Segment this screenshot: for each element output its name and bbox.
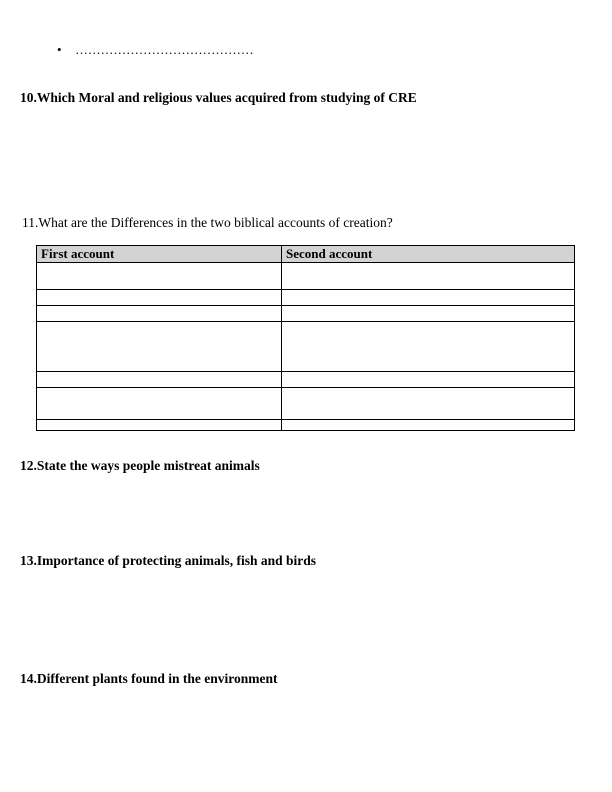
- table-cell: [37, 372, 282, 388]
- table-header-second-account: Second account: [282, 246, 575, 263]
- table-cell: [282, 372, 575, 388]
- table-cell: [282, 306, 575, 322]
- question-14: 14.Different plants found in the environment: [20, 671, 278, 686]
- table-cell: [37, 263, 282, 290]
- table-cell: [282, 420, 575, 431]
- table-cell: [37, 322, 282, 372]
- dotted-answer-line: ..........................................: [75, 42, 255, 57]
- bullet-marker: •: [57, 42, 62, 57]
- table-cell: [282, 290, 575, 306]
- table-row: [37, 420, 575, 431]
- question-13: 13.Importance of protecting animals, fish and birds: [20, 553, 317, 568]
- table-row: [37, 263, 575, 290]
- table-row: [37, 306, 575, 322]
- table-cell: [37, 306, 282, 322]
- table-row: [37, 322, 575, 372]
- creation-accounts-table: [36, 245, 575, 431]
- question-11: 11.What are the Differences in the two biblical accounts of creation?: [22, 215, 393, 230]
- table-row: [37, 372, 575, 388]
- table-cell: [282, 388, 575, 420]
- table-row: [37, 388, 575, 420]
- table-cell: [37, 290, 282, 306]
- question-12: 12.State the ways people mistreat animals: [20, 458, 260, 473]
- table-cell: [37, 388, 282, 420]
- table-cell: [282, 263, 575, 290]
- bullet-item: [57, 42, 254, 58]
- table-header-first-account: First account: [37, 246, 282, 263]
- table-row: [37, 290, 575, 306]
- table-cell: [282, 322, 575, 372]
- question-10: 10.Which Moral and religious values acquired from studying of CRE: [20, 90, 417, 105]
- table-header-row: [37, 246, 575, 263]
- table-cell: [37, 420, 282, 431]
